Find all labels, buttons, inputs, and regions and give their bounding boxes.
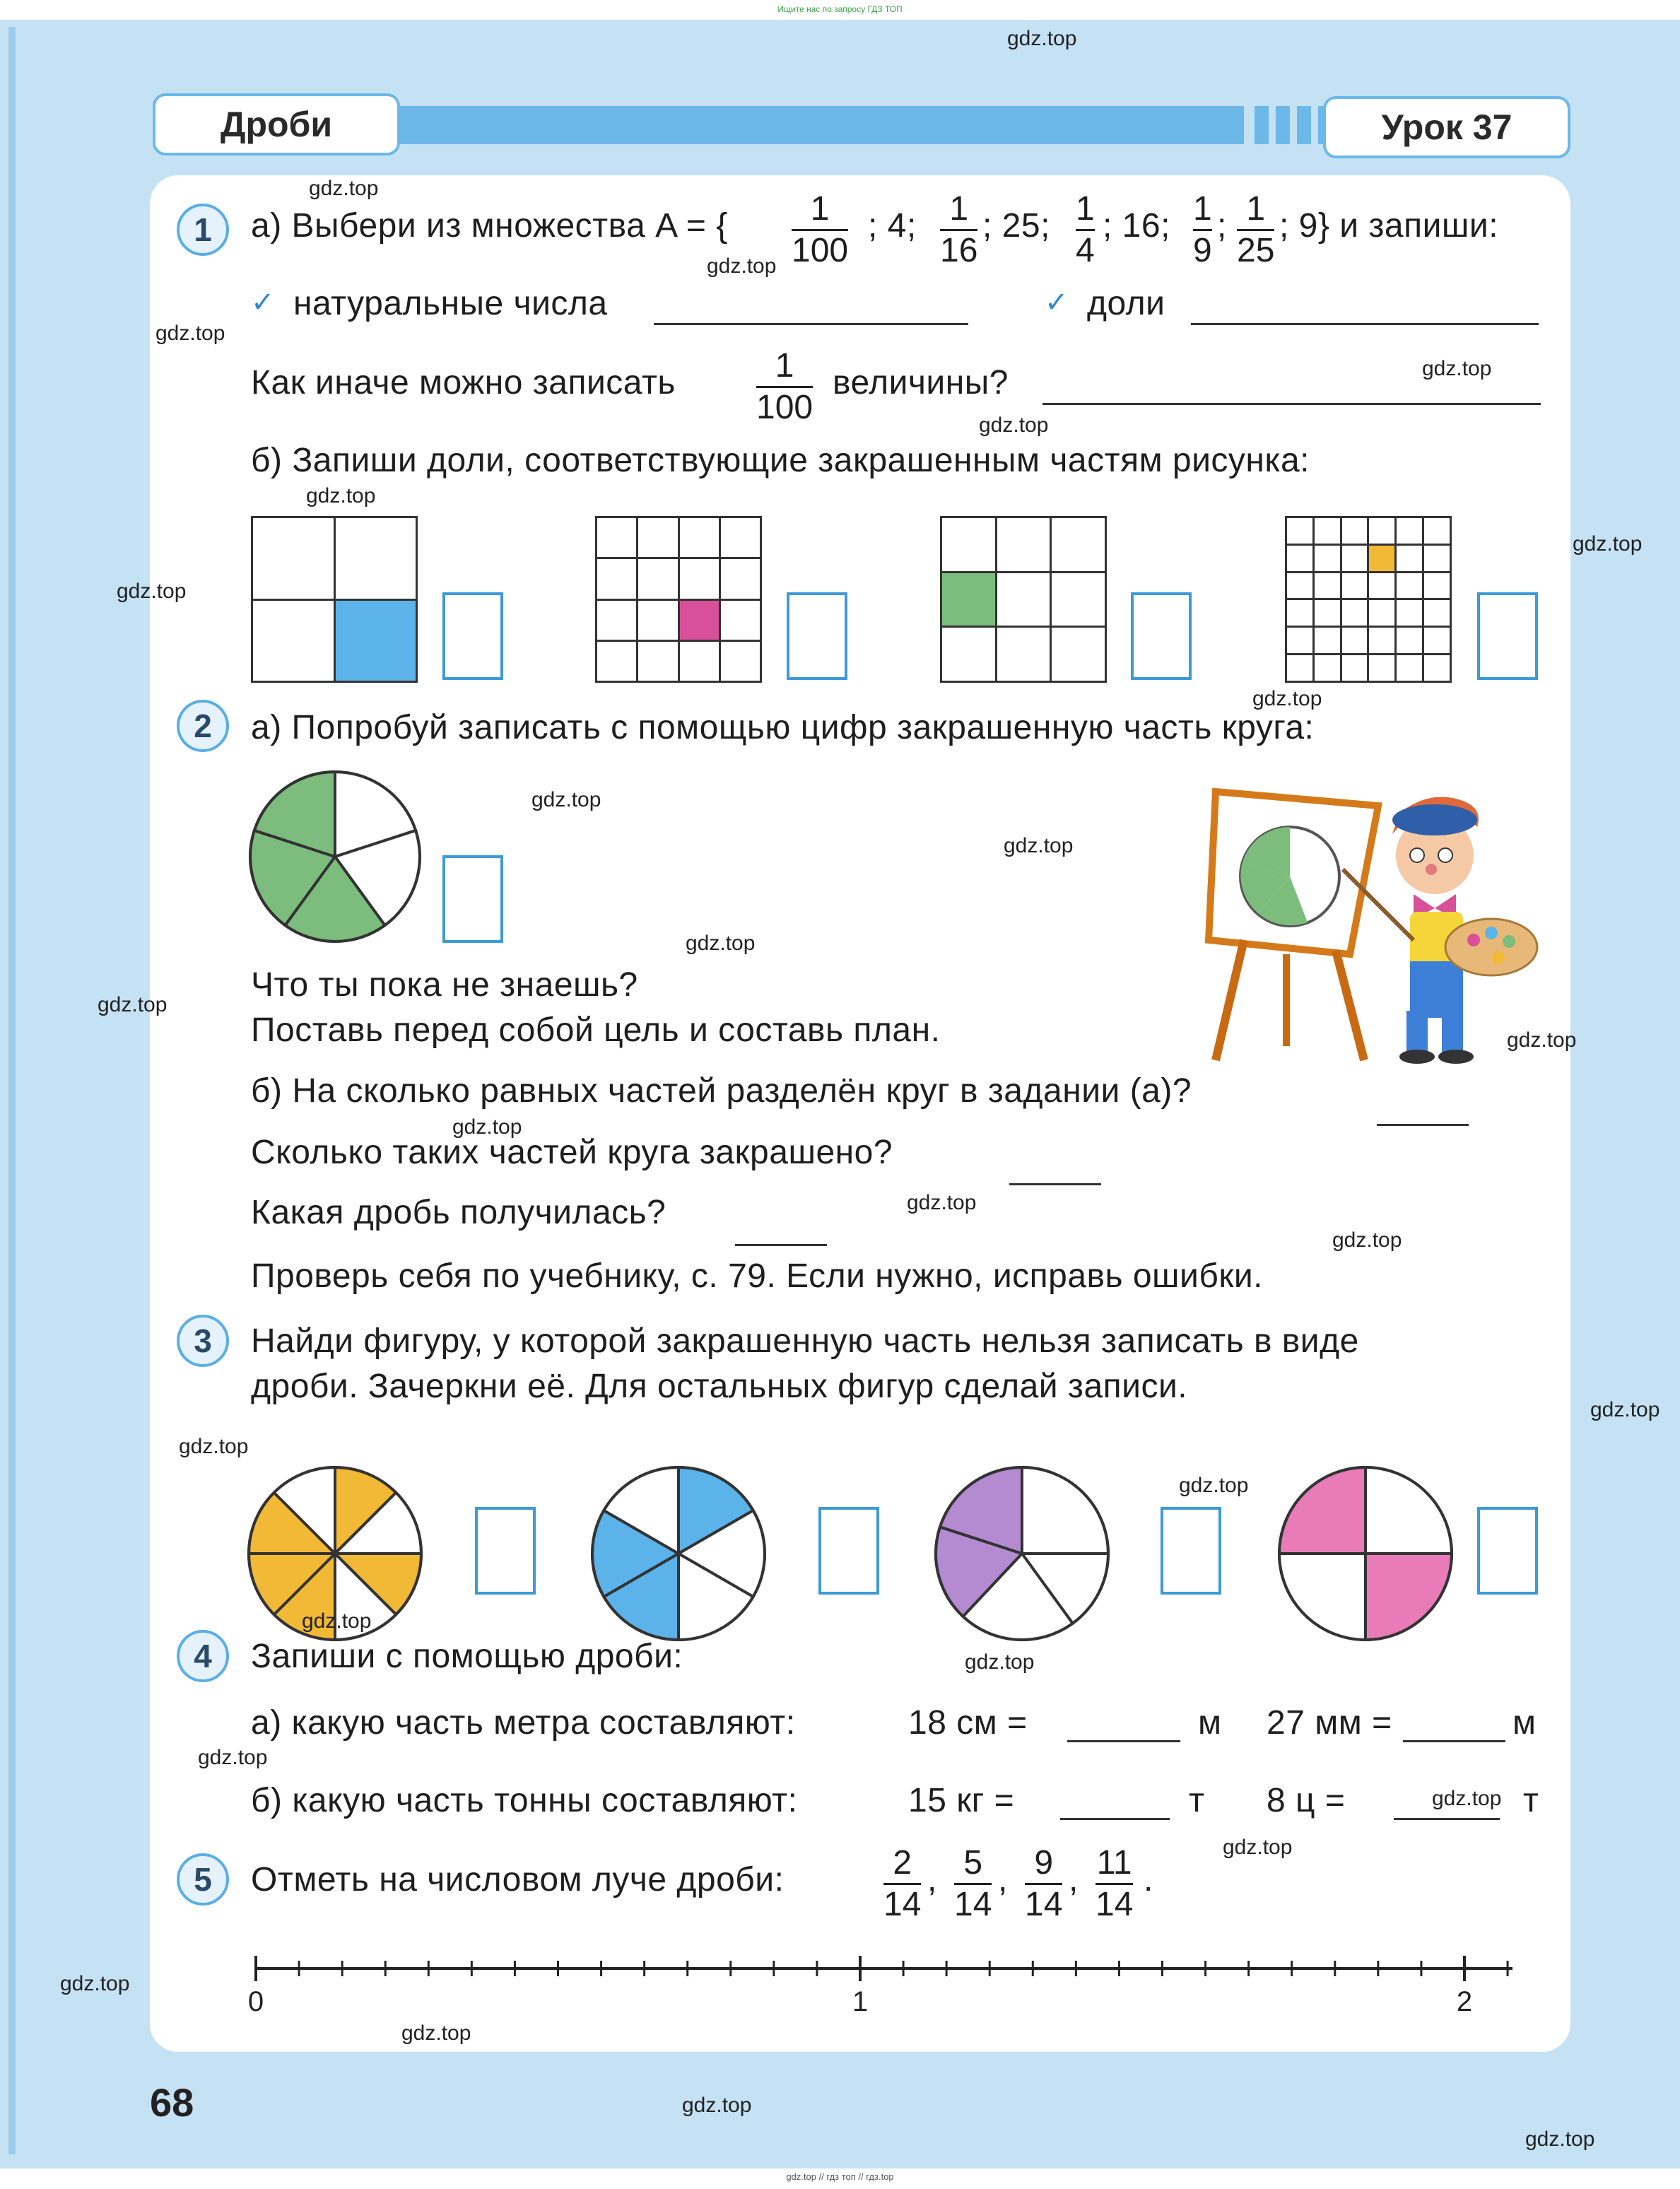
task1-a-prefix: а) Выбери из множества A = { <box>251 207 728 245</box>
grid-cell <box>1342 573 1368 599</box>
shaded-grid <box>940 516 1107 683</box>
top-promo-note: Ищите нас по запросу ГДЗ ТОП <box>777 4 903 14</box>
set-separator: ; 25; <box>982 207 1050 245</box>
watermark-text: gdz.top <box>1252 687 1322 710</box>
task5-text: Отметь на числовом луче дроби: <box>251 1861 785 1898</box>
set-separator: ; 4; <box>868 207 917 245</box>
grid-cell <box>638 601 677 640</box>
grid-cell <box>597 518 636 557</box>
watermark-text: gdz.top <box>1422 357 1492 380</box>
task-number-4: 4 <box>177 1630 229 1682</box>
unit-label: т <box>1523 1782 1539 1819</box>
fraction-answer-line[interactable] <box>735 1244 827 1246</box>
grid-cell <box>1424 600 1450 626</box>
answer-line[interactable] <box>1067 1740 1180 1742</box>
task-number-1: 1 <box>177 204 229 256</box>
page-number: 68 <box>150 2080 194 2125</box>
task1-a-suffix: ; 9} и запиши: <box>1279 207 1499 245</box>
ray-fraction: 9 14 <box>1025 1844 1063 1923</box>
answer-line[interactable] <box>1403 1740 1505 1742</box>
grid-cell <box>721 518 760 557</box>
shaded-grid <box>1285 516 1452 683</box>
watermark-text: gdz.top <box>979 413 1049 437</box>
parts-label: доли <box>1087 285 1165 322</box>
grid-cell <box>1424 546 1450 571</box>
grid-cell <box>1397 573 1422 599</box>
grid-cell <box>942 518 995 571</box>
grid-cell <box>680 559 719 598</box>
grid-cell <box>1287 655 1312 681</box>
shaded-grid <box>595 516 762 683</box>
grid-cell <box>1397 546 1422 571</box>
watermark-text: gdz.top <box>531 788 601 811</box>
task1-question-prefix: Как иначе можно записать <box>251 364 676 401</box>
watermark-text: gdz.top <box>306 484 376 507</box>
set-separator: ; <box>1217 207 1227 245</box>
watermark-text: gdz.top <box>155 322 225 345</box>
ray-fraction: 2 14 <box>883 1844 922 1923</box>
unit-label: т <box>1189 1782 1205 1819</box>
answer-box[interactable] <box>1477 1507 1538 1595</box>
grid-cell <box>1397 600 1422 626</box>
grid-cell <box>1287 600 1312 626</box>
lesson-title: Урок 37 <box>1323 96 1570 158</box>
grid-cell <box>597 642 636 681</box>
grid-cell <box>1315 546 1340 571</box>
set-fraction-1-100: 1 100 <box>792 190 849 269</box>
natural-numbers-answer-line[interactable] <box>654 323 968 325</box>
watermark-text: gdz.top <box>1223 1836 1293 1859</box>
page-edge <box>8 27 16 2154</box>
set-separator: ; 16; <box>1103 207 1170 245</box>
grid-cell <box>1052 518 1105 571</box>
watermark-text: gdz.top <box>1507 1028 1577 1052</box>
grid-cell <box>1424 655 1450 681</box>
check-icon: ✓ <box>251 287 275 318</box>
grid-cell <box>1397 655 1422 681</box>
grid-cell <box>1369 600 1394 626</box>
set-fraction-1-25: 1 25 <box>1237 190 1275 269</box>
answer-box[interactable] <box>1131 592 1192 680</box>
parts-answer-line[interactable] <box>1191 323 1539 325</box>
task1-question-suffix: величины? <box>833 364 1009 401</box>
shaded-cell <box>1369 546 1394 571</box>
task2-q1: Что ты пока не знаешь? <box>251 966 638 1004</box>
task4-title: Запиши с помощью дроби: <box>251 1638 683 1675</box>
grid-cell <box>1342 518 1368 544</box>
task-number-3: 3 <box>177 1315 229 1367</box>
watermark-text: gdz.top <box>707 254 777 278</box>
shaded-cell <box>336 601 416 681</box>
watermark-text: gdz.top <box>1179 1474 1249 1497</box>
ray-fraction: 11 14 <box>1095 1844 1134 1923</box>
separator: , <box>1069 1861 1079 1898</box>
grid-cell <box>1315 600 1340 626</box>
watermark-text: gdz.top <box>309 177 379 200</box>
grid-cell <box>638 642 677 681</box>
task-number-5: 5 <box>177 1853 229 1906</box>
grid-cell <box>1369 518 1394 544</box>
grid-cell <box>997 628 1050 681</box>
watermark-text: gdz.top <box>179 1435 249 1458</box>
shaded-grid <box>251 516 418 683</box>
grid-cell <box>1369 573 1394 599</box>
grid-cell <box>1369 628 1394 653</box>
watermark-text: gdz.top <box>198 1746 268 1769</box>
separator: , <box>927 1861 937 1898</box>
answer-line[interactable] <box>1394 1818 1500 1820</box>
grid-cell <box>1342 546 1368 571</box>
answer-box[interactable] <box>475 1507 536 1595</box>
watermark-text: gdz.top <box>1004 834 1074 857</box>
grid-cell <box>942 628 995 681</box>
task4-b-item-1: 15 кг = <box>908 1782 1015 1819</box>
separator: . <box>1144 1861 1153 1898</box>
watermark-text: gdz.top <box>98 993 168 1016</box>
grid-cell <box>253 601 334 681</box>
header-band <box>396 106 1244 144</box>
shaded-cell <box>942 573 995 626</box>
watermark-text: gdz.top <box>117 580 187 603</box>
grid-cell <box>1424 628 1450 653</box>
grid-cell <box>638 518 677 557</box>
boy-painter-illustration <box>1202 777 1541 1074</box>
watermark-text: gdz.top <box>302 1609 372 1633</box>
grid-cell <box>1315 655 1340 681</box>
natural-numbers-label: натуральные числа <box>293 285 608 322</box>
task2-q3: Сколько таких частей круга закрашено? <box>251 1134 893 1171</box>
ray-fraction: 5 14 <box>954 1844 992 1923</box>
grid-cell <box>1315 573 1340 599</box>
check-icon: ✓ <box>1045 287 1069 318</box>
task4-b-item-2: 8 ц = <box>1267 1782 1346 1819</box>
task4-a-text: а) какую часть метра составляют: <box>251 1704 796 1742</box>
answer-box[interactable] <box>787 592 847 680</box>
unit-label: м <box>1512 1704 1537 1742</box>
question-answer-line[interactable] <box>1042 403 1541 405</box>
grid-cell <box>721 559 760 598</box>
task2-q5: Проверь себя по учебнику, с. 79. Если нужно, исправь ошибки. <box>251 1257 1264 1295</box>
parts-count-answer-line[interactable] <box>1377 1124 1469 1126</box>
grid-cell <box>597 601 636 640</box>
question-fraction: 1 100 <box>756 347 813 426</box>
watermark-text: gdz.top <box>1525 2128 1595 2151</box>
grid-cell <box>1397 628 1422 653</box>
watermark-text: gdz.top <box>907 1191 977 1214</box>
watermark-text: gdz.top <box>1573 532 1643 556</box>
shaded-count-answer-line[interactable] <box>1009 1183 1101 1185</box>
watermark-text: gdz.top <box>60 1972 130 1995</box>
set-fraction-1-9: 1 9 <box>1193 190 1212 269</box>
set-fraction-1-4: 1 4 <box>1076 190 1095 269</box>
grid-cell <box>997 573 1050 626</box>
grid-cell <box>1287 518 1312 544</box>
watermark-text: gdz.top <box>452 1115 522 1139</box>
grid-cell <box>1287 628 1312 653</box>
grid-cell <box>1397 518 1422 544</box>
grid-cell <box>721 601 760 640</box>
grid-cell <box>638 559 677 598</box>
answer-box[interactable] <box>1161 1507 1221 1595</box>
grid-cell <box>1342 655 1368 681</box>
answer-box[interactable] <box>1477 592 1538 680</box>
watermark-text: gdz.top <box>1332 1228 1402 1252</box>
grid-cell <box>1052 573 1105 626</box>
grid-cell <box>997 518 1050 571</box>
ray-label: 0 <box>247 1986 264 2017</box>
watermark-text: gdz.top <box>1590 1398 1660 1421</box>
grid-cell <box>721 642 760 681</box>
ray-label: 1 <box>852 1986 869 2017</box>
grid-cell <box>1315 628 1340 653</box>
answer-box[interactable] <box>442 855 503 943</box>
shaded-cell <box>680 601 719 640</box>
watermark-text: gdz.top <box>965 1650 1035 1674</box>
topic-title: Дроби <box>153 93 400 155</box>
grid-cell <box>1315 518 1340 544</box>
watermark-text: gdz.top <box>1007 27 1077 50</box>
answer-box[interactable] <box>818 1507 879 1595</box>
task2-a-text: а) Попробуй записать с помощью цифр закрашенную часть круга: <box>251 709 1315 746</box>
task2-q2: Поставь перед собой цель и составь план. <box>251 1011 941 1049</box>
grid-cell <box>1369 655 1394 681</box>
answer-line[interactable] <box>1060 1818 1170 1820</box>
grid-cell <box>1052 628 1105 681</box>
bottom-note: gdz.top // гдз топ // гдз.top <box>786 2171 894 2182</box>
task2-q4: Какая дробь получилась? <box>251 1194 666 1231</box>
ray-label: 2 <box>1456 1986 1473 2017</box>
grid-cell <box>253 518 334 599</box>
watermark-text: gdz.top <box>686 932 756 955</box>
watermark-text: gdz.top <box>1432 1787 1502 1810</box>
task4-a-item-1: 18 см = <box>908 1704 1028 1742</box>
grid-cell <box>597 559 636 598</box>
task-number-2: 2 <box>177 700 229 752</box>
task3-text-1: Найди фигуру, у которой закрашенную часть нельзя записать в виде <box>251 1322 1359 1360</box>
task3-text-2: дроби. Зачеркни её. Для остальных фигур сделай записи. <box>251 1368 1188 1405</box>
grid-cell <box>1287 546 1312 571</box>
grid-cell <box>336 518 416 599</box>
unit-label: м <box>1198 1704 1222 1742</box>
separator: , <box>998 1861 1008 1898</box>
grid-cell <box>1342 628 1368 653</box>
task4-a-item-2: 27 мм = <box>1267 1704 1392 1742</box>
grid-cell <box>680 518 719 557</box>
set-fraction-1-16: 1 16 <box>940 190 978 269</box>
answer-box[interactable] <box>442 592 503 680</box>
grid-cell <box>1424 518 1450 544</box>
task2-b-text: б) На сколько равных частей разделён круг в задании (а)? <box>251 1072 1192 1110</box>
grid-cell <box>1342 600 1368 626</box>
task4-b-text: б) какую часть тонны составляют: <box>251 1782 798 1819</box>
watermark-text: gdz.top <box>401 2021 471 2045</box>
grid-cell <box>1424 573 1450 599</box>
grid-cell <box>680 642 719 681</box>
grid-cell <box>1287 573 1312 599</box>
watermark-text: gdz.top <box>682 2094 752 2117</box>
task1-b-text: б) Запиши доли, соответствующие закрашенным частям рисунка: <box>251 442 1310 479</box>
